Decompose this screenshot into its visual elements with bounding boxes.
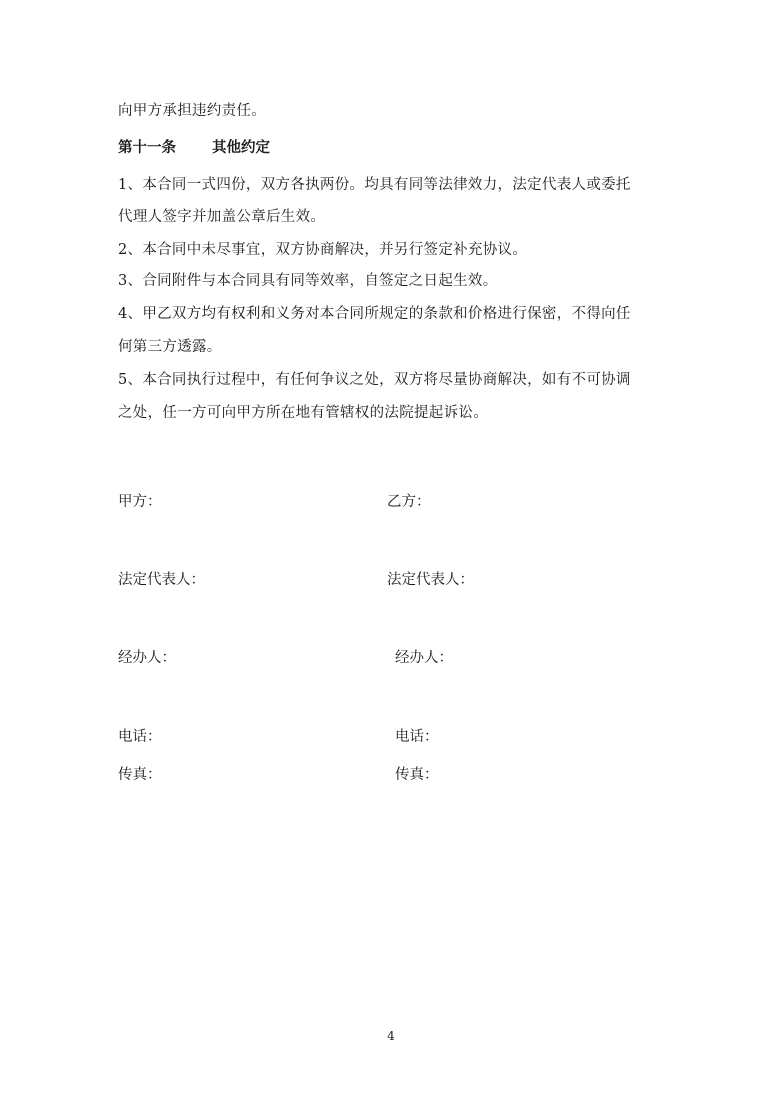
- continuation-line: 向甲方承担违约责任。: [118, 103, 266, 119]
- section-heading: [118, 138, 270, 158]
- party-b-phone-label: 电话：: [395, 729, 439, 745]
- clause-line: 1、本合同一式四份，双方各执两份。均具有同等法律效力，法定代表人或委托: [118, 177, 631, 193]
- party-a-fax-label: 传真：: [118, 767, 162, 783]
- clause-line: 3、合同附件与本合同具有同等效率，自签定之日起生效。: [118, 273, 498, 289]
- clause-line: 2、本合同中未尽事宜，双方协商解决，并另行签定补充协议。: [118, 242, 528, 258]
- party-b-label: 乙方：: [387, 494, 431, 510]
- party-a-label: 甲方：: [118, 494, 162, 510]
- clause-line: 何第三方透露。: [118, 339, 222, 355]
- party-b-fax-label: 传真：: [395, 767, 439, 783]
- party-b-handler-label: 经办人：: [395, 650, 453, 666]
- section-number: 第十一条: [118, 140, 176, 156]
- clause-line: 之处，任一方可向甲方所在地有管辖权的法院提起诉讼。: [118, 405, 488, 421]
- party-a-phone-label: 电话：: [118, 729, 162, 745]
- section-title: 其他约定: [212, 140, 270, 156]
- page-number: 4: [387, 1029, 395, 1043]
- clause-line: 5、本合同执行过程中，有任何争议之处，双方将尽量协商解决，如有不可协调: [118, 372, 631, 388]
- party-b-legal-rep-label: 法定代表人：: [387, 572, 474, 588]
- party-a-handler-label: 经办人：: [118, 650, 176, 666]
- party-a-legal-rep-label: 法定代表人：: [118, 572, 205, 588]
- clause-line: 代理人签字并加盖公章后生效。: [118, 209, 326, 225]
- clause-line: 4、甲乙双方均有权利和义务对本合同所规定的条款和价格进行保密，不得向任: [118, 306, 631, 322]
